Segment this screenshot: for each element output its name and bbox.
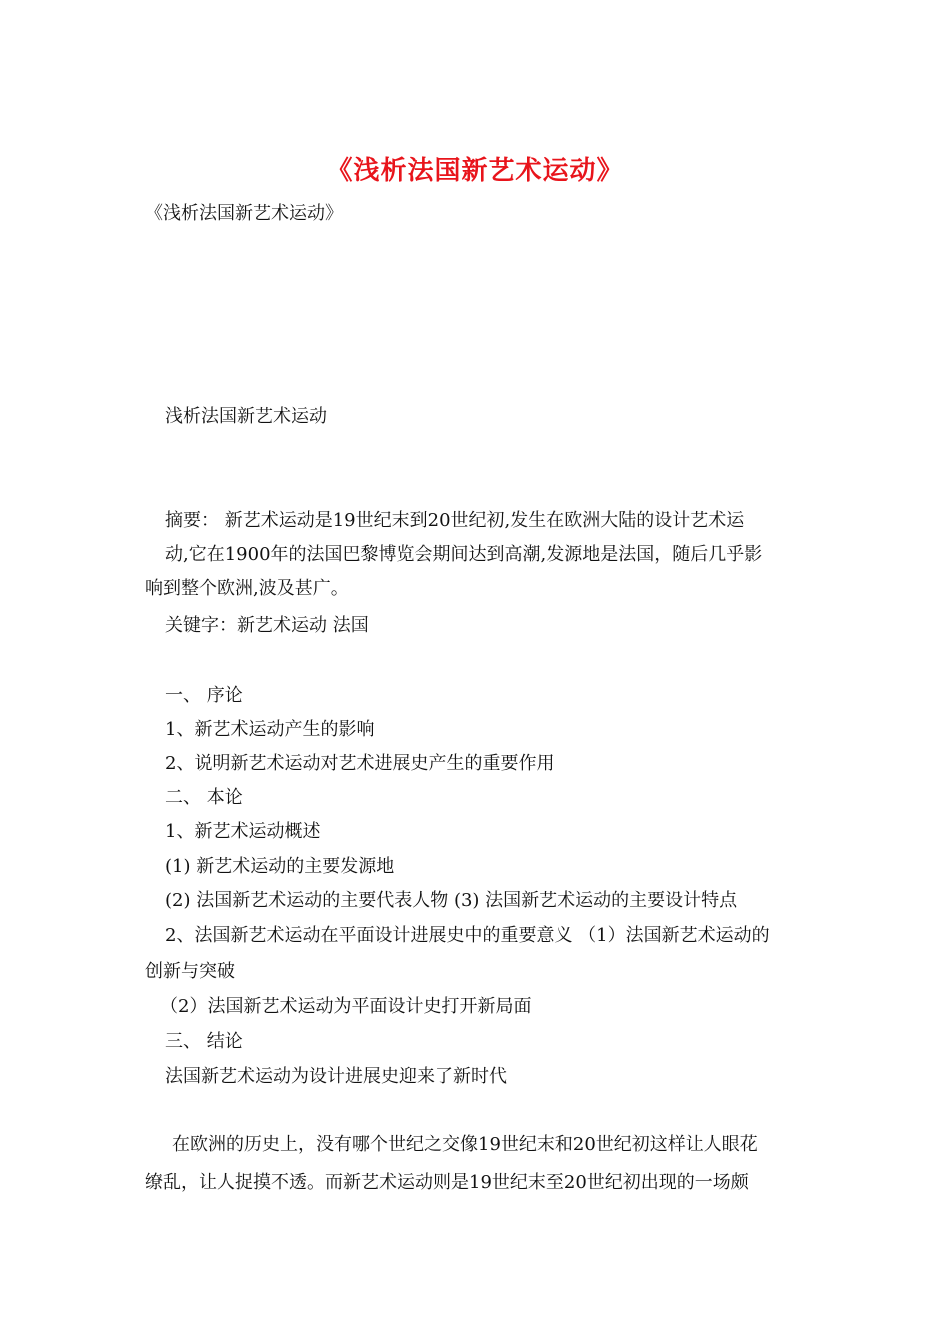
outline-item: (2) 法国新艺术运动的主要代表人物 (3) 法国新艺术运动的主要设计特点 [165,890,738,911]
body-paragraph-line-2: 缭乱，让人捉摸不透。而新艺术运动则是19世纪末至20世纪初出现的一场颇 [145,1172,749,1193]
keywords-line: 关键字：新艺术运动 法国 [165,615,369,636]
outline-item: 二、 本论 [165,787,243,808]
outline-item: 1、新艺术运动概述 [165,821,321,842]
outline-item: 2、说明新艺术运动对艺术进展史产生的重要作用 [165,753,555,774]
outline-item: 法国新艺术运动为设计进展史迎来了新时代 [165,1066,507,1087]
outline-item: （2）法国新艺术运动为平面设计史打开新局面 [160,996,532,1017]
abstract-line-1: 摘要： 新艺术运动是19世纪末到20世纪初,发生在欧洲大陆的设计艺术运 [165,510,745,531]
outline-item: 1、新艺术运动产生的影响 [165,719,375,740]
abstract-line-2: 动,它在1900年的法国巴黎博览会期间达到高潮,发源地是法国，随后几乎影 [165,544,763,565]
outline-item: 创新与突破 [145,961,235,982]
document-subtitle: 《浅析法国新艺术运动》 [145,203,343,224]
outline-item: 2、法国新艺术运动在平面设计进展史中的重要意义 （1）法国新艺术运动的 [165,925,770,946]
outline-item: 一、 序论 [165,685,243,706]
document-title: 《浅析法国新艺术运动》 [326,156,624,186]
section-heading: 浅析法国新艺术运动 [165,406,327,427]
body-paragraph-line-1: 在欧洲的历史上，没有哪个世纪之交像19世纪末和20世纪初这样让人眼花 [172,1134,758,1155]
abstract-line-3: 响到整个欧洲,波及甚广。 [145,578,349,599]
outline-item: 三、 结论 [165,1031,243,1052]
outline-item: (1) 新艺术运动的主要发源地 [165,856,395,877]
